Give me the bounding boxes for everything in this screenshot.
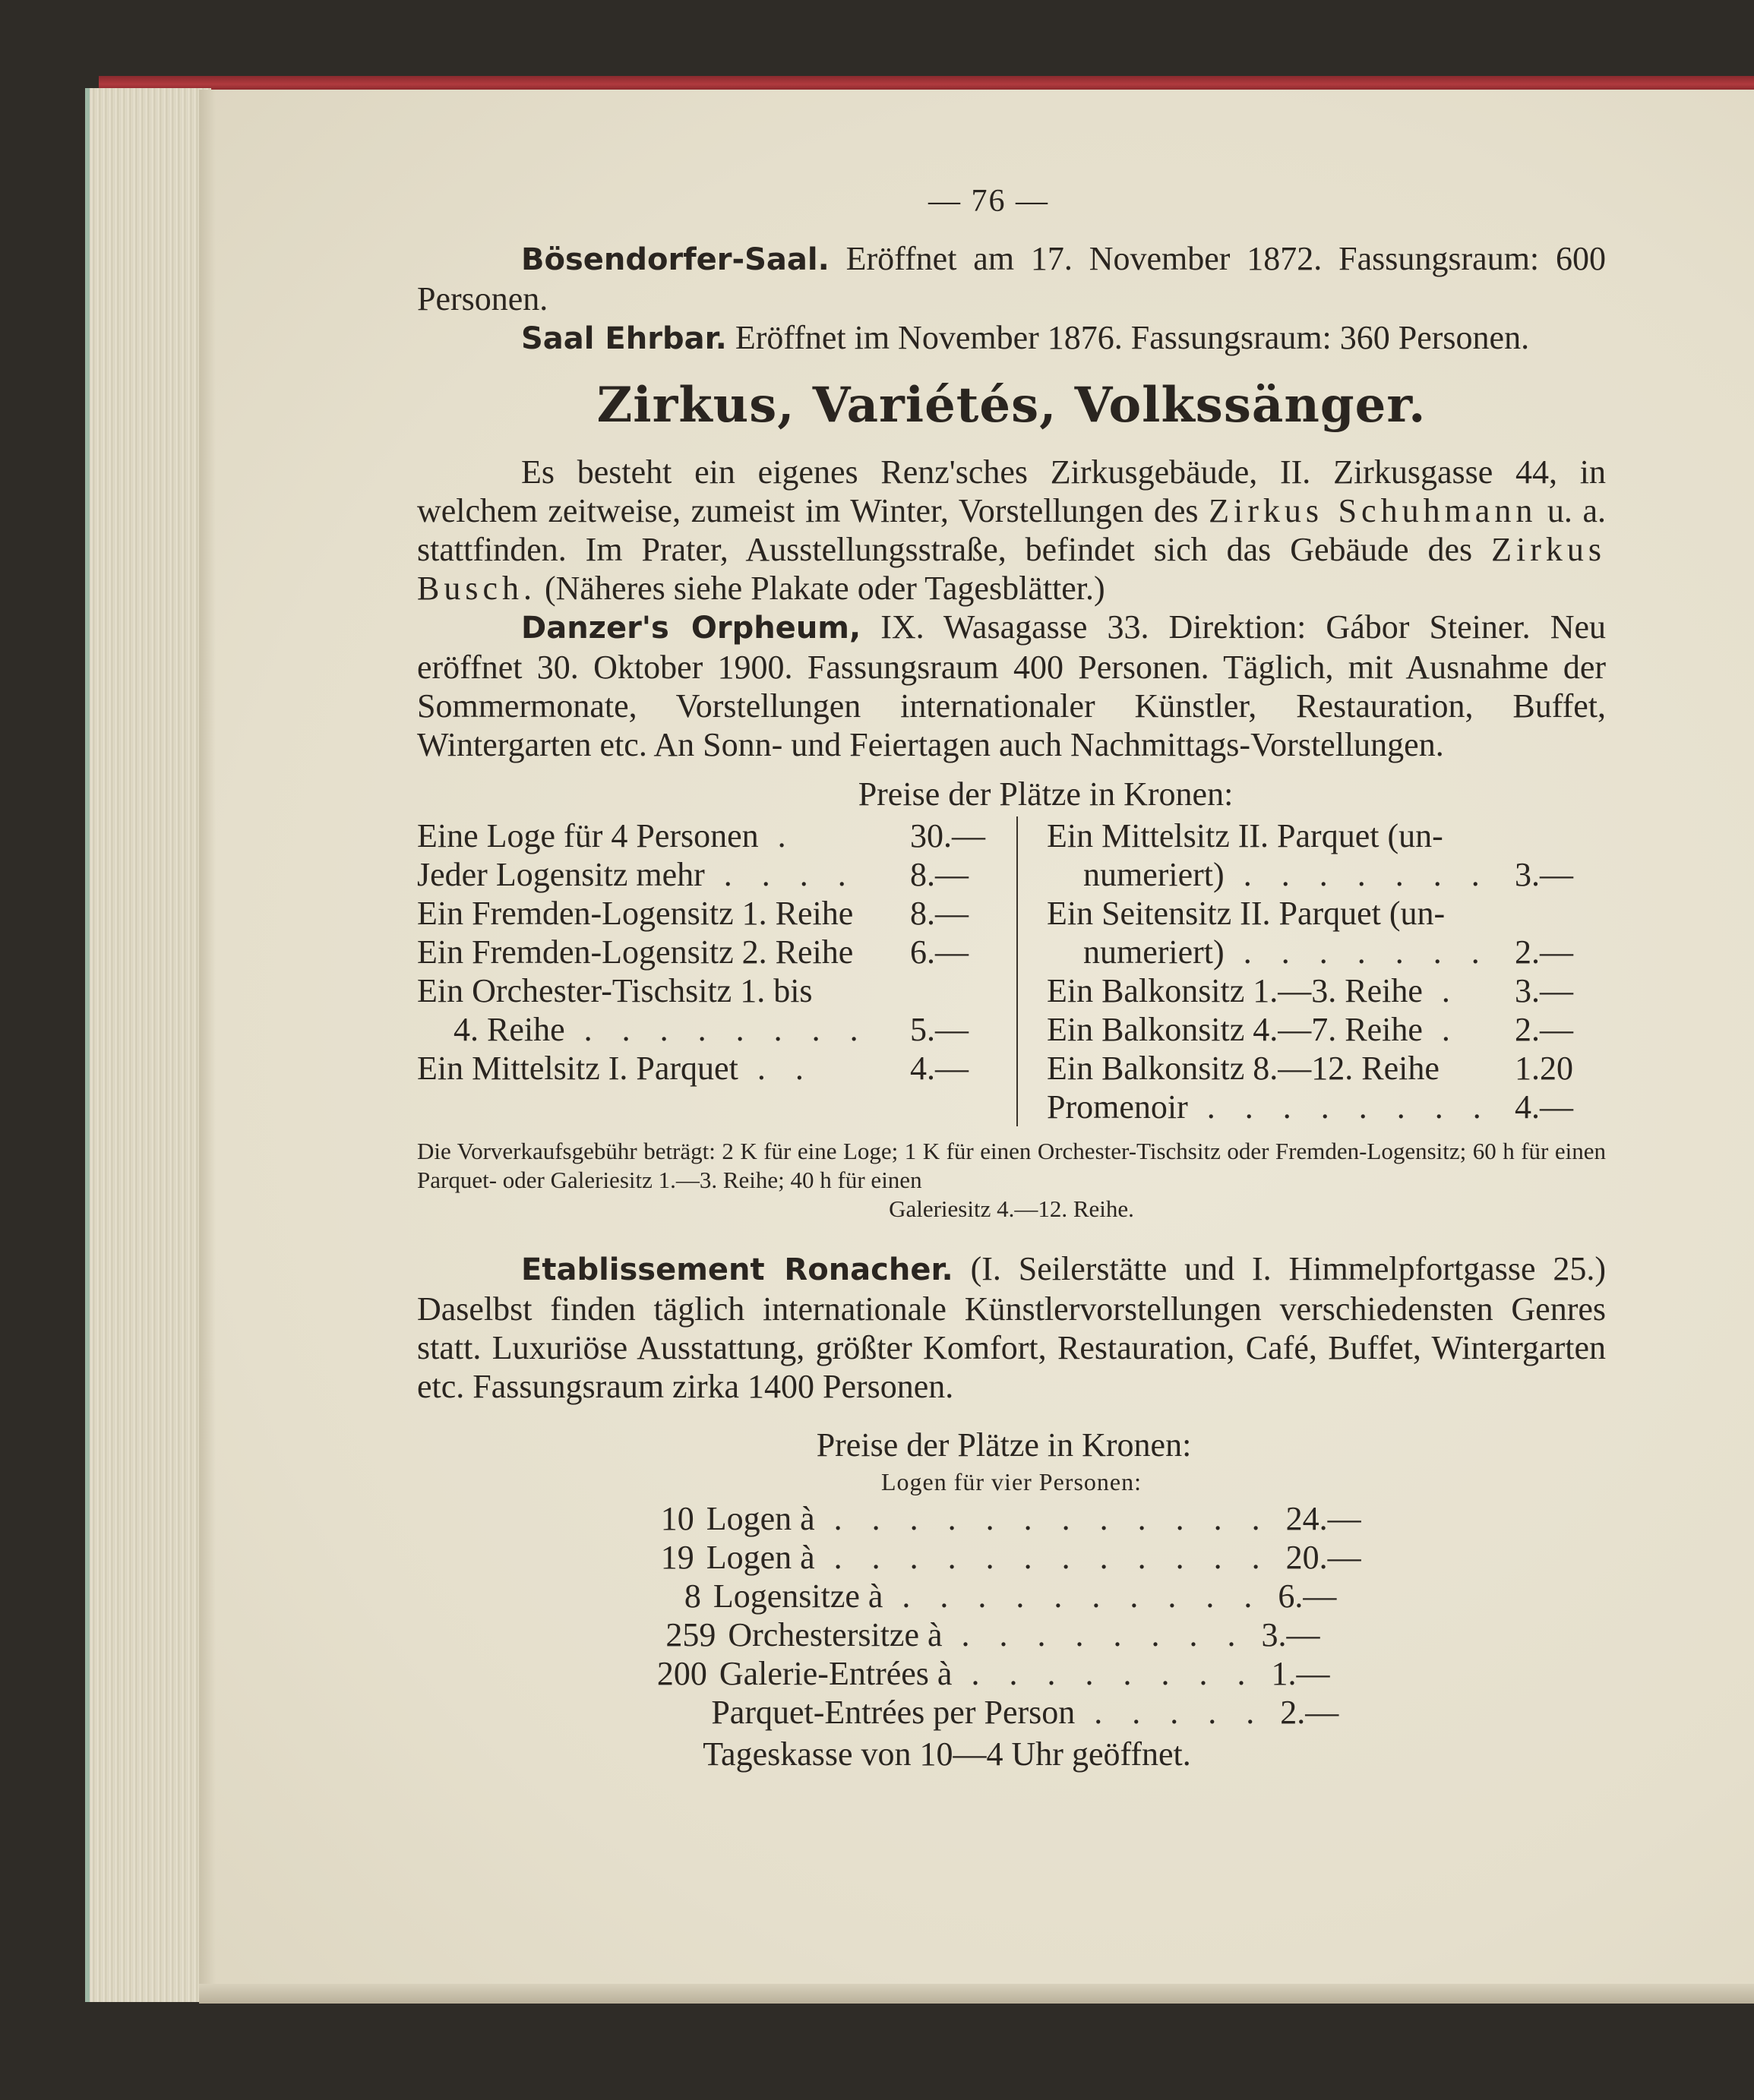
boesendorfer-name: Bösendorfer-Saal. <box>521 242 830 277</box>
ronacher-name: Etablissement Ronacher. <box>521 1252 953 1287</box>
ehrbar-name: Saal Ehrbar. <box>521 321 727 356</box>
price-item-name: numeriert) <box>1082 933 1225 971</box>
list-row <box>612 1577 1379 1615</box>
quantity: 259 <box>665 1616 716 1653</box>
leader-dots: . . . . <box>704 856 857 893</box>
price-item-name: Ein Orchester-Tischsitz 1. bis <box>417 972 813 1009</box>
page-number: — 76 — <box>928 184 1049 219</box>
list-price: 2.— <box>1280 1694 1339 1731</box>
list-item-name: Orchestersitze à <box>728 1616 943 1653</box>
price-value: 2.— <box>1515 933 1573 971</box>
price-row <box>1047 855 1606 894</box>
ronacher-price-list <box>612 1499 1379 1732</box>
price-row <box>1047 933 1606 971</box>
prices-title-ronacher: Preise der Plätze in Kronen: <box>816 1426 1192 1464</box>
price-item-name: Ein Mittelsitz II. Parquet (un- <box>1046 817 1443 854</box>
price-value: 4.— <box>1515 1088 1573 1126</box>
page-content <box>417 182 1606 1773</box>
list-price: 6.— <box>1278 1577 1337 1615</box>
leader-dots: . <box>1422 972 1461 1009</box>
prices-title-orpheum: Preise der Plätze in Kronen: <box>858 775 1234 813</box>
price-item-name: Ein Balkonsitz 8.—12. Reihe <box>1046 1050 1440 1087</box>
list-item-name: Galerie-Entrées à <box>719 1655 953 1692</box>
list-price: 3.— <box>1261 1616 1320 1653</box>
list-item-name: Logen à <box>706 1539 815 1576</box>
leader-dots: . . . . . . . . . . . . <box>814 1500 1271 1537</box>
leader-dots: . <box>1422 1011 1461 1048</box>
ronacher-text: (I. Seilerstätte und I. Himmelpfortgasse 25.) Daselbst finden täglich internationale Künstlervorstellungen verschiedensten Genres statt. Luxuriöse Ausstattung, größter Komfort, Restauration, Café, Buffet, Wintergarten etc. Fassungsraum zirka 1400 Personen. <box>417 1250 1606 1405</box>
tageskasse-note: Tageskasse von 10—4 Uhr geöffnet. <box>703 1735 1191 1773</box>
price-value: 1.20 <box>1515 1050 1573 1087</box>
leader-dots: . . . . . . . <box>1224 856 1490 893</box>
fee-note-end: Galeriesitz 4.—12. Reihe. <box>889 1195 1134 1222</box>
price-row <box>1047 1088 1606 1126</box>
ehrbar-paragraph <box>417 318 1606 358</box>
price-value: 5.— <box>909 1011 969 1048</box>
zirkus-schuhmann: Zirkus Schuhmann <box>1209 492 1538 529</box>
list-item-name: Logen à <box>706 1500 815 1537</box>
price-item-name: Ein Balkonsitz 4.—7. Reihe <box>1046 1011 1423 1048</box>
leader-dots: . . <box>738 1050 814 1087</box>
renz-paragraph <box>417 453 1606 608</box>
zirkus-busch: Zirkus Busch. <box>417 531 1607 607</box>
ehrbar-text: Eröffnet im November 1876. Fassungsraum: 360 Personen. <box>735 319 1530 356</box>
price-row <box>417 933 1001 971</box>
leader-dots: . . . . . . . . . . <box>883 1577 1263 1615</box>
list-item-name: Logensitze à <box>713 1577 883 1615</box>
price-row <box>417 1010 1001 1049</box>
quantity: 8 <box>684 1577 701 1615</box>
leader-dots: . . . . . <box>1075 1694 1266 1731</box>
renz-text-1: Es besteht ein eigenes Renz'sches Zirkusgebäude, II. Zirkusgasse 44, in welchem zeitweise, zumeist im Winter, Vorstellungen des <box>417 453 1606 529</box>
list-price: 24.— <box>1285 1500 1361 1537</box>
price-value: 2.— <box>1515 1011 1573 1048</box>
quantity <box>612 1693 711 1732</box>
price-item-name: Ein Fremden-Logensitz 2. Reihe <box>417 933 854 971</box>
price-item-name: Eine Loge für 4 Personen <box>417 817 759 854</box>
presale-fee-note <box>417 1137 1606 1224</box>
price-item-name: numeriert) <box>1082 856 1225 893</box>
list-price: 20.— <box>1285 1539 1361 1576</box>
leader-dots: . . . . . . . . <box>952 1655 1256 1692</box>
list-row <box>612 1499 1379 1538</box>
price-row <box>417 894 1001 933</box>
renz-text-3: (Näheres siehe Plakate oder Tagesblätter.) <box>545 570 1105 607</box>
leader-dots: . . . . . . . <box>1224 933 1490 971</box>
page-gutter-shadow <box>199 90 216 2004</box>
price-column-right <box>1016 816 1606 1126</box>
renz-text-2: u. a. stattfinden. Im Prater, Ausstellungsstraße, befindet sich das Gebäude des <box>417 492 1607 568</box>
price-value: 8.— <box>909 856 969 893</box>
price-row <box>1047 894 1606 933</box>
list-price: 1.— <box>1271 1655 1330 1692</box>
leader-dots: . . . . . . . . <box>564 1011 869 1048</box>
price-row <box>1047 1049 1606 1088</box>
orpheum-name: Danzer's Orpheum, <box>521 611 861 646</box>
list-item-name: Parquet-Entrées per Person <box>711 1694 1076 1731</box>
price-row <box>417 855 1001 894</box>
price-row <box>1047 971 1606 1010</box>
price-item-name: Promenoir <box>1046 1088 1188 1126</box>
orpheum-price-table <box>417 816 1606 1126</box>
list-row <box>612 1693 1379 1732</box>
logen-subtitle: Logen für vier Personen: <box>880 1468 1142 1495</box>
price-item-name: Ein Mittelsitz I. Parquet <box>417 1050 738 1087</box>
price-column-left <box>417 816 1016 1126</box>
ronacher-paragraph <box>417 1249 1606 1406</box>
price-value: 4.— <box>909 1050 969 1087</box>
leader-dots: . . . . . . . . <box>1187 1088 1492 1126</box>
price-row <box>1047 1010 1606 1049</box>
price-row <box>417 816 1001 855</box>
orpheum-text: IX. Wasagasse 33. Direktion: Gábor Steiner. Neu eröffnet 30. Oktober 1900. Fassungsraum 400 Personen. Täglich, mit Ausnahme der Sommermonate, Vorstellungen internationaler Künstler, Restauration, Buffet, Wintergarten etc. An Sonn- und Feiertagen auch Nachmittags-Vorstellungen. <box>417 608 1607 763</box>
leader-dots: . . . . . . . . . . . . <box>814 1539 1271 1576</box>
price-value: 30.— <box>909 817 985 854</box>
list-row <box>612 1654 1379 1693</box>
page-stack-edges <box>85 88 211 2002</box>
price-value: 8.— <box>909 895 969 932</box>
price-item-name: Ein Fremden-Logensitz 1. Reihe <box>417 895 854 932</box>
quantity: 10 <box>660 1500 694 1537</box>
price-item-name: 4. Reihe <box>454 1011 565 1048</box>
price-row <box>1047 816 1606 855</box>
price-item-name: Ein Seitensitz II. Parquet (un- <box>1046 895 1446 932</box>
price-item-name: Jeder Logensitz mehr <box>417 856 705 893</box>
price-value <box>1510 894 1606 933</box>
quantity: 200 <box>656 1655 707 1692</box>
price-value: 3.— <box>1515 972 1573 1009</box>
quantity: 19 <box>660 1539 694 1576</box>
list-row <box>612 1538 1379 1577</box>
section-heading: Zirkus, Variétés, Volkssänger. <box>596 377 1427 434</box>
price-value <box>1510 816 1606 855</box>
leader-dots: . . . . . . . . <box>942 1616 1247 1653</box>
price-value: 3.— <box>1515 856 1573 893</box>
fee-note-text: Die Vorverkaufsgebühr beträgt: 2 K für eine Loge; 1 K für einen Orchester-Tischsitz oder Fremden-Logensitz; 60 h für einen Parquet- oder Galeriesitz 1.—3. Reihe; 40 h für einen <box>417 1138 1606 1193</box>
price-value <box>905 971 1001 1010</box>
boesendorfer-paragraph <box>417 239 1606 318</box>
list-row <box>612 1615 1379 1654</box>
page-bottom-edge <box>199 1984 1754 2004</box>
price-value: 6.— <box>909 933 969 971</box>
orpheum-paragraph <box>417 608 1606 764</box>
leader-dots: . <box>758 817 797 854</box>
price-row <box>417 971 1001 1010</box>
price-row <box>417 1049 1001 1088</box>
price-item-name: Ein Balkonsitz 1.—3. Reihe <box>1046 972 1423 1009</box>
boesendorfer-text: Eröffnet am 17. November 1872. Fassungsraum: 600 Personen. <box>417 240 1607 317</box>
